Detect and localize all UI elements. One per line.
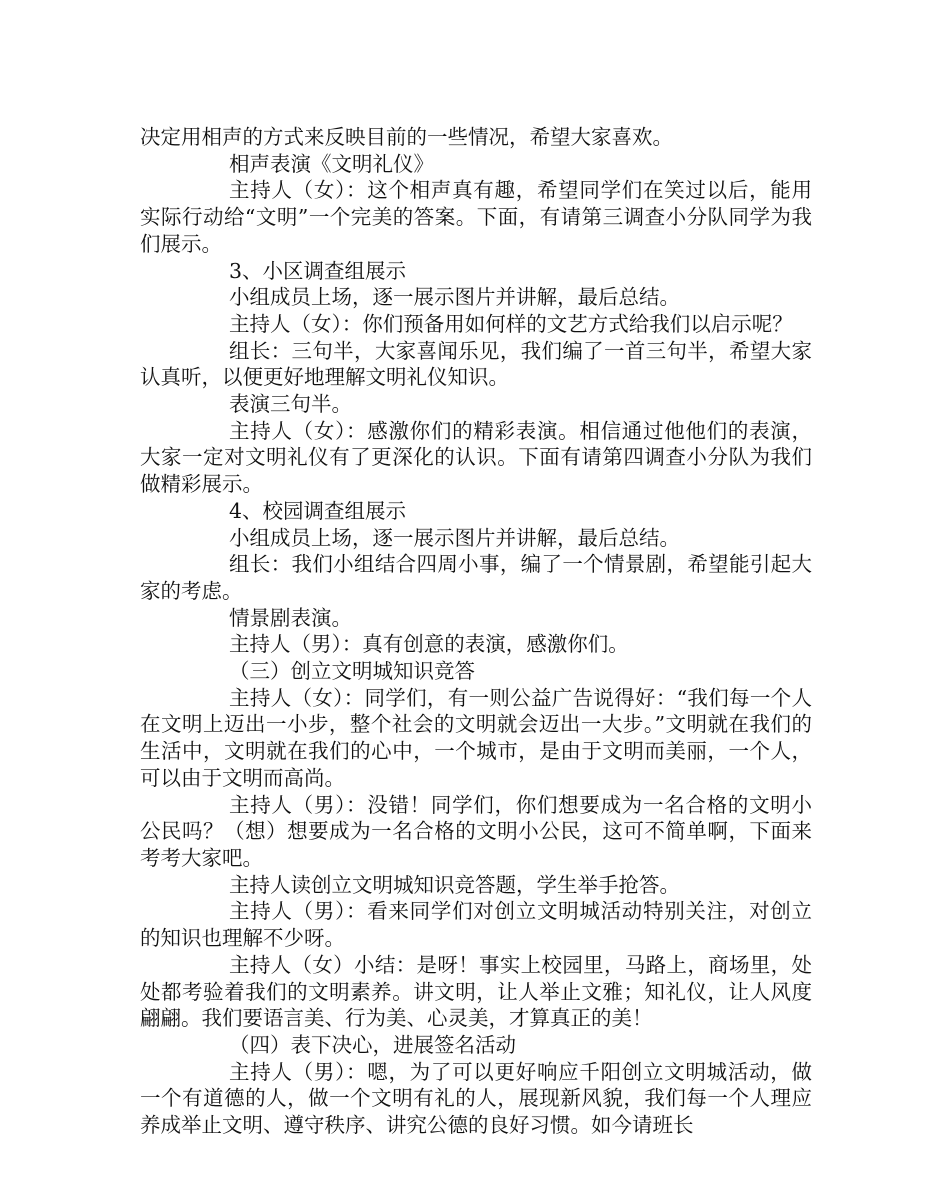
paragraph: 主持人读创立文明城知识竞答题，学生举手抢答。: [229, 872, 680, 897]
paragraph: 主持人（男）：看来同学们对创立文明城活动特别关注，对创立的知识也理解不少呀。: [140, 899, 812, 951]
paragraph: 4、校园调查组展示: [229, 498, 407, 523]
paragraph: （三）创立文明城知识竞答: [229, 659, 475, 684]
paragraph: 决定用相声的方式来反映目前的一些情况，希望大家喜欢。: [140, 125, 673, 149]
paragraph: 3、小区调查组展示: [229, 258, 407, 283]
paragraph: 小组成员上场，逐一展示图片并讲解，最后总结。: [229, 525, 680, 550]
paragraph: 相声表演《文明礼仪》: [229, 151, 434, 176]
paragraph: 主持人（女）：同学们，有一则公益广告说得好：“我们每一个人在文明上迈出一小步，整个社会的文明就会迈出一大步。”文明就在我们的生活中，文明就在我们的心中，一个城市，是由于文明而美丽，一个人，可以由于文明而高尚。: [140, 685, 812, 790]
document-body: [140, 124, 812, 1139]
paragraph: 主持人（女）：你们预备用如何样的文艺方式给我们以启示呢？: [229, 311, 793, 336]
paragraph: 主持人（男）：真有创意的表演，感激你们。: [229, 632, 629, 657]
paragraph: 主持人（女）：这个相声真有趣，希望同学们在笑过以后，能用实际行动给“文明”一个完美的答案。下面，有请第三调查小分队同学为我们展示。: [140, 178, 812, 256]
paragraph: 组长：我们小组结合四周小事，编了一个情景剧，希望能引起大家的考虑。: [140, 552, 812, 603]
paragraph: 主持人（男）：没错！同学们，你们想要成为一名合格的文明小公民吗？（想）想要成为一名合格的文明小公民，这可不简单啊，下面来考考大家吧。: [140, 792, 812, 870]
paragraph: 主持人（女）小结：是呀！事实上校园里，马路上，商场里，处处都考验着我们的文明素养。讲文明，让人举止文雅；知礼仪，让人风度翩翩。我们要语言美、行为美、心灵美，才算真正的美！: [140, 952, 812, 1031]
paragraph: （四）表下决心，进展签名活动: [229, 1032, 516, 1057]
paragraph: 主持人（女）：感激你们的精彩表演。相信通过他他们的表演，大家一定对文明礼仪有了更深化的认识。下面有请第四调查小分队为我们做精彩展示。: [140, 418, 812, 497]
paragraph: 组长：三句半，大家喜闻乐见，我们编了一首三句半，希望大家认真听，以便更好地理解文明礼仪知识。: [140, 338, 812, 390]
paragraph: 小组成员上场，逐一展示图片并讲解，最后总结。: [229, 285, 680, 310]
paragraph: 主持人（男）：嗯，为了可以更好响应千阳创立文明城活动，做一个有道德的人，做一个文明有礼的人，展现新风貌，我们每一个人理应养成举止文明、遵守秩序、讲究公德的良好习惯。如今请班长: [140, 1059, 812, 1138]
paragraph: 情景剧表演。: [229, 605, 352, 630]
paragraph: 表演三句半。: [229, 392, 352, 417]
